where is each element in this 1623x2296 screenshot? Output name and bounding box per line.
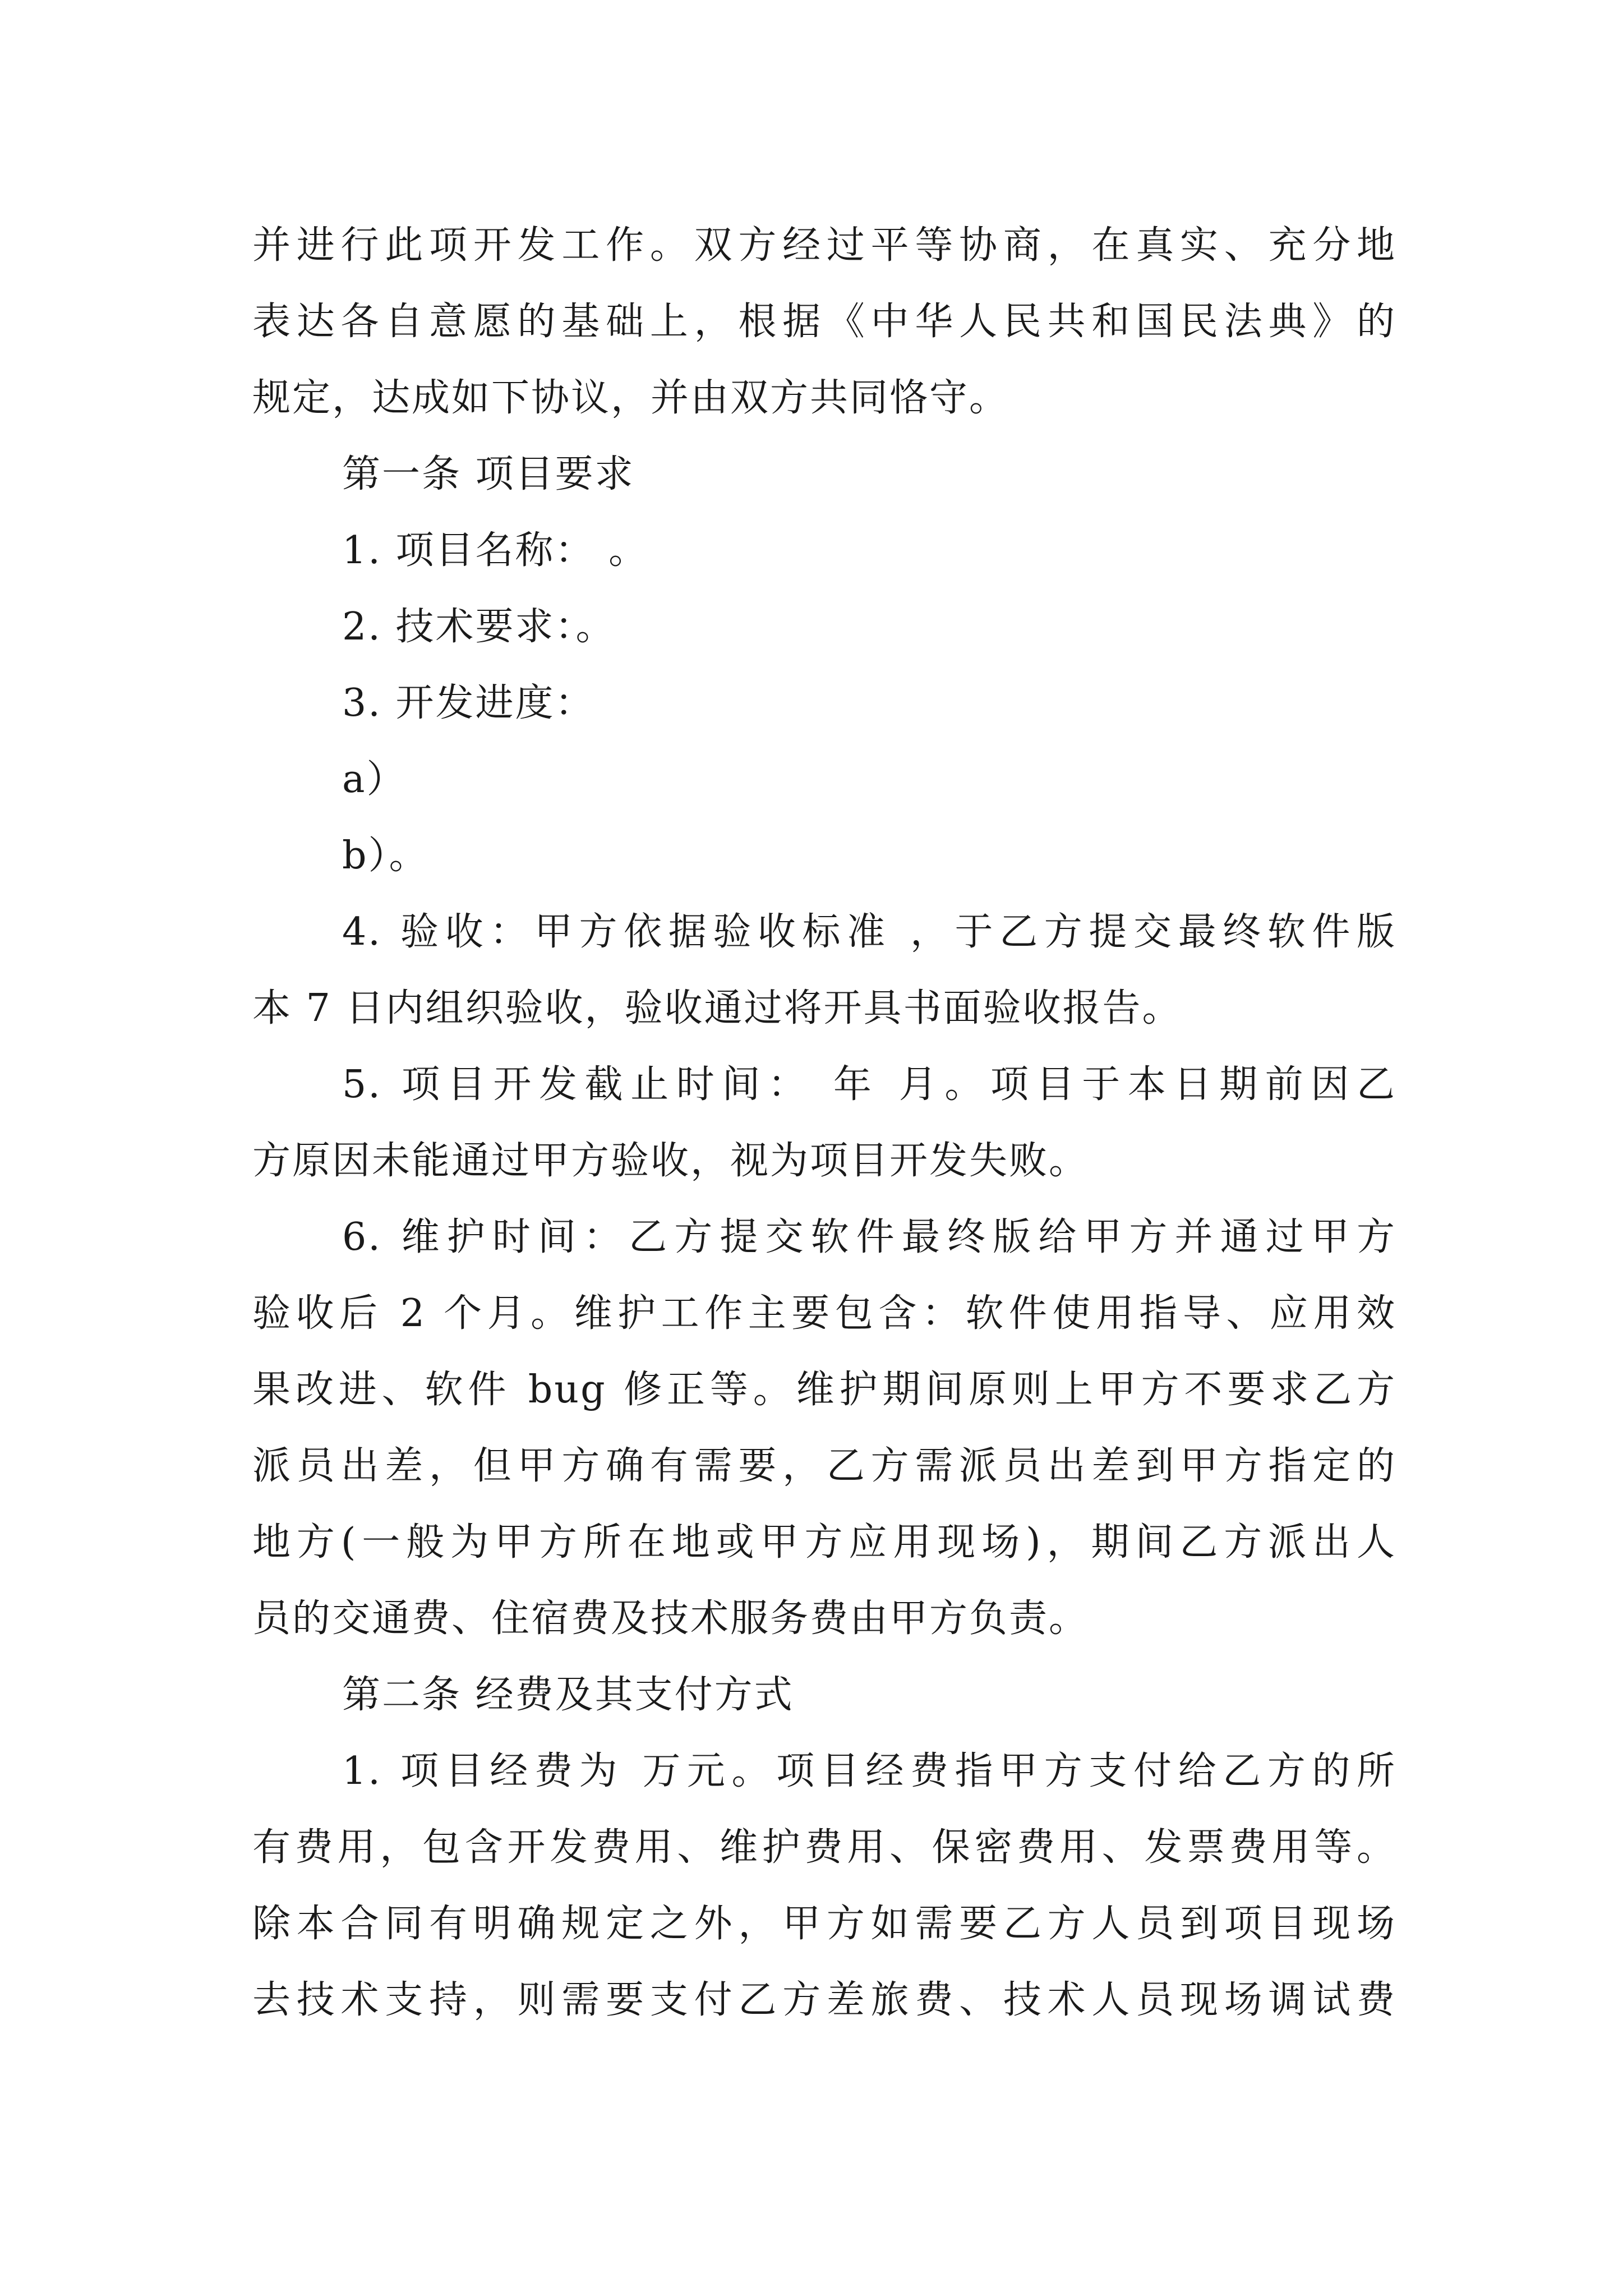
text-line: 员的交通费、住宿费及技术服务费由甲方负责。 <box>252 1596 1089 1641</box>
text-line: 有费用，包含开发费用、维护费用、保密费用、发票费用等。 <box>252 1825 1396 1870</box>
text-line: 验收后 2 个月。维护工作主要包含：软件使用指导、应用效 <box>252 1291 1396 1336</box>
text-line: 3. 开发进度： <box>342 681 595 725</box>
text-line: 6. 维护时间：乙方提交软件最终版给甲方并通过甲方 <box>342 1215 1396 1259</box>
text-line: 本 7 日内组织验收，验收通过将开具书面验收报告。 <box>252 986 1182 1030</box>
text-line: b）。 <box>342 834 429 878</box>
text-line: 除本合同有明确规定之外，甲方如需要乙方人员到项目现场 <box>252 1902 1396 1946</box>
text-line: 4. 验收：甲方依据验收标准 ，于乙方提交最终软件版 <box>342 910 1396 954</box>
text-line: 规定，达成如下协议，并由双方共同恪守。 <box>252 376 1009 420</box>
contract-body-text <box>252 208 1396 2039</box>
text-line: 第一条 项目要求 <box>342 452 635 496</box>
text-line: 去技术支持，则需要支付乙方差旅费、技术人员现场调试费 <box>252 1978 1396 2022</box>
text-line: 第二条 经费及其支付方式 <box>342 1673 794 1717</box>
text-line: 1. 项目经费为 万元。项目经费指甲方支付给乙方的所 <box>342 1749 1396 1793</box>
text-line: 表达各自意愿的基础上，根据《中华人民共和国民法典》的 <box>252 300 1396 344</box>
text-line: 果改进、软件 bug 修正等。维护期间原则上甲方不要求乙方 <box>252 1368 1396 1412</box>
text-line: 方原因未能通过甲方验收，视为项目开发失败。 <box>252 1139 1089 1183</box>
text-line: 地方(一般为甲方所在地或甲方应用现场)，期间乙方派出人 <box>252 1520 1396 1565</box>
text-line: 1. 项目名称： 。 <box>342 528 649 573</box>
text-line: 2. 技术要求：。 <box>342 605 616 649</box>
text-line: 5. 项目开发截止时间： 年 月。项目于本日期前因乙 <box>342 1062 1396 1107</box>
text-line: 派员出差，但甲方确有需要，乙方需派员出差到甲方指定的 <box>252 1444 1396 1488</box>
text-line: 并进行此项开发工作。双方经过平等协商，在真实、充分地 <box>252 223 1396 268</box>
text-line: a） <box>342 757 407 802</box>
